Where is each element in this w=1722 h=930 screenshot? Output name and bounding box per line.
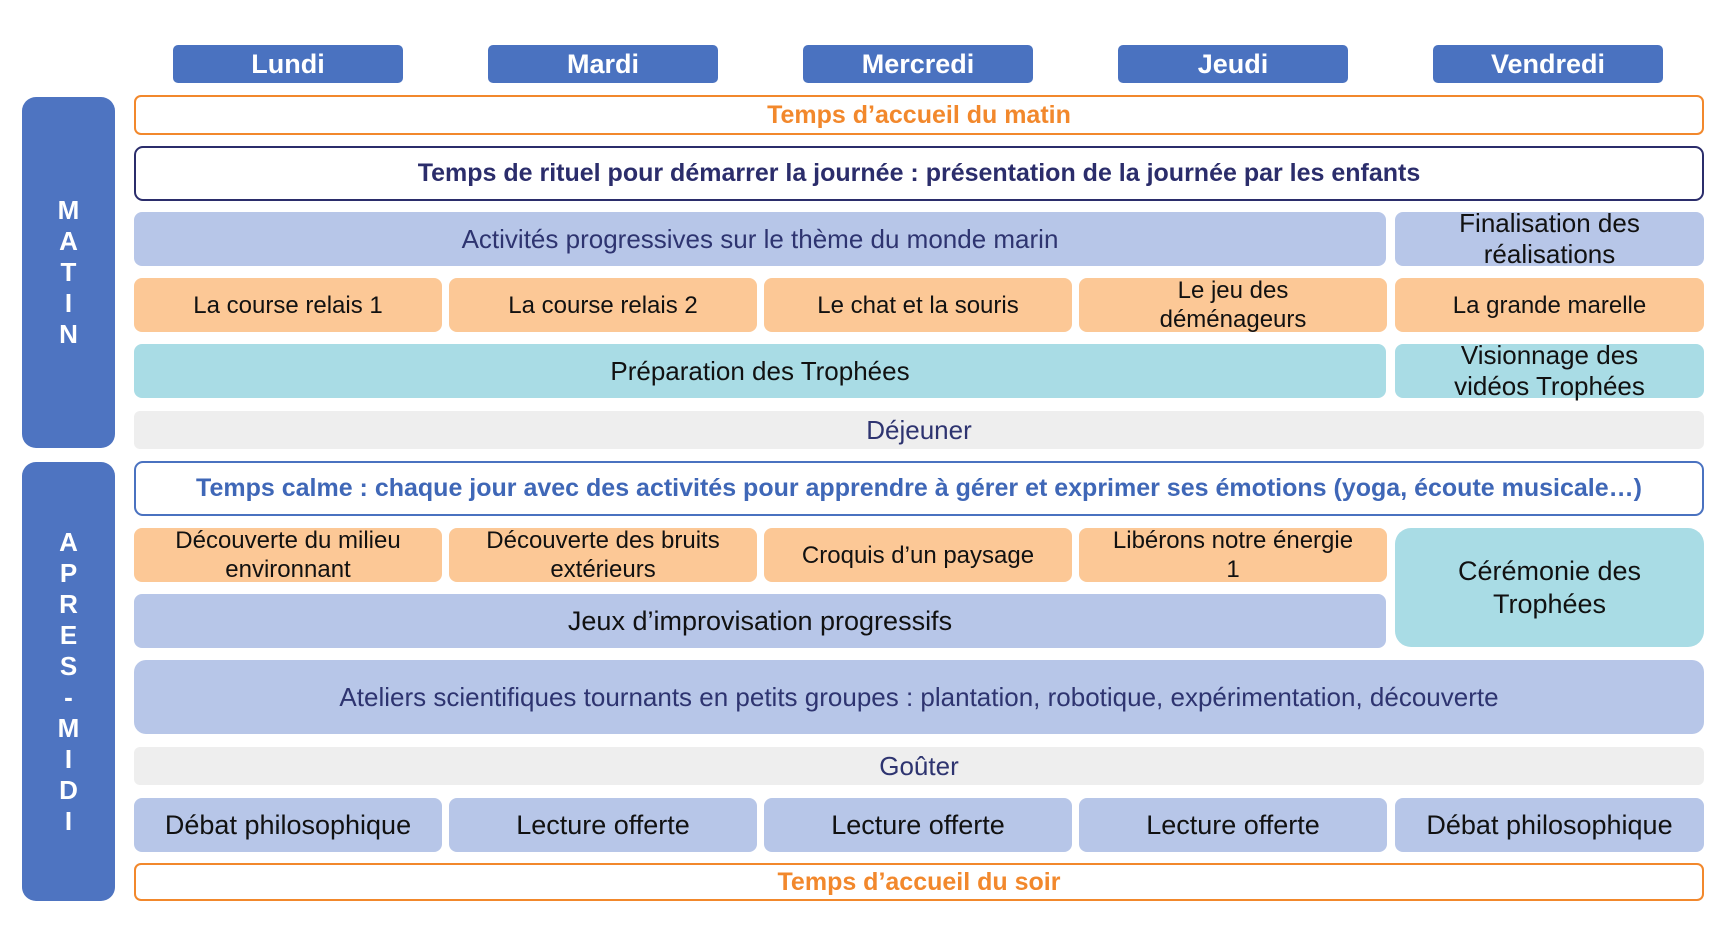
science-workshops-block: Ateliers scientifiques tournants en petits groupes : plantation, robotique, expérimentation, découverte [134,660,1704,734]
section-letter: M [57,195,80,225]
finalisation-block: Finalisation des réalisations [1395,212,1704,266]
day-header-jeudi: Jeudi [1118,45,1348,83]
section-letter: I [64,805,73,836]
day-header-mercredi: Mercredi [803,45,1033,83]
section-letter: P [59,557,78,588]
trophy-ceremony-block: Cérémonie des Trophées [1395,528,1704,647]
morning-game-mercredi: Le chat et la souris [764,278,1072,332]
section-letter: A [59,226,78,256]
evening-activity-mercredi: Lecture offerte [764,798,1072,852]
morning-game-jeudi: Le jeu des déménageurs [1079,278,1387,332]
section-letter: N [59,319,78,349]
day-header-vendredi: Vendredi [1433,45,1663,83]
section-letter: A [59,526,78,557]
evening-activity-vendredi: Débat philosophique [1395,798,1704,852]
morning-game-lundi: La course relais 1 [134,278,442,332]
day-header-mardi: Mardi [488,45,718,83]
progressive-activities-block: Activités progressives sur le thème du monde marin [134,212,1386,266]
afternoon-activity-mardi: Découverte des bruits extérieurs [449,528,757,582]
section-letter: E [59,619,78,650]
lunch-bar: Déjeuner [134,411,1704,449]
section-letter: S [59,650,78,681]
snack-bar: Goûter [134,747,1704,785]
section-letter: T [60,257,77,287]
improvisation-block: Jeux d’improvisation progressifs [134,594,1386,648]
section-letter: I [64,743,73,774]
trophy-preparation-block: Préparation des Trophées [134,344,1386,398]
morning-welcome-banner: Temps d’accueil du matin [134,95,1704,135]
afternoon-activity-jeudi: Libérons notre énergie 1 [1079,528,1387,582]
morning-game-vendredi: La grande marelle [1395,278,1704,332]
evening-activity-mardi: Lecture offerte [449,798,757,852]
evening-activity-jeudi: Lecture offerte [1079,798,1387,852]
trophy-video-block: Visionnage des vidéos Trophées [1395,344,1704,398]
section-letter: M [57,712,80,743]
section-letter: - [64,681,73,712]
section-letter: D [59,774,78,805]
quiet-time-banner: Temps calme : chaque jour avec des activités pour apprendre à gérer et exprimer ses émotions (yoga, écoute musicale…) [134,461,1704,516]
evening-activity-lundi: Débat philosophique [134,798,442,852]
section-label-matin [22,97,115,448]
ritual-banner: Temps de rituel pour démarrer la journée : présentation de la journée par les enfants [134,146,1704,201]
morning-game-mardi: La course relais 2 [449,278,757,332]
evening-welcome-banner: Temps d’accueil du soir [134,863,1704,901]
section-label-apres-midi [22,462,115,901]
section-letter: I [64,288,73,318]
section-letter: R [59,588,78,619]
afternoon-activity-mercredi: Croquis d’un paysage [764,528,1072,582]
day-header-lundi: Lundi [173,45,403,83]
afternoon-activity-lundi: Découverte du milieu environnant [134,528,442,582]
